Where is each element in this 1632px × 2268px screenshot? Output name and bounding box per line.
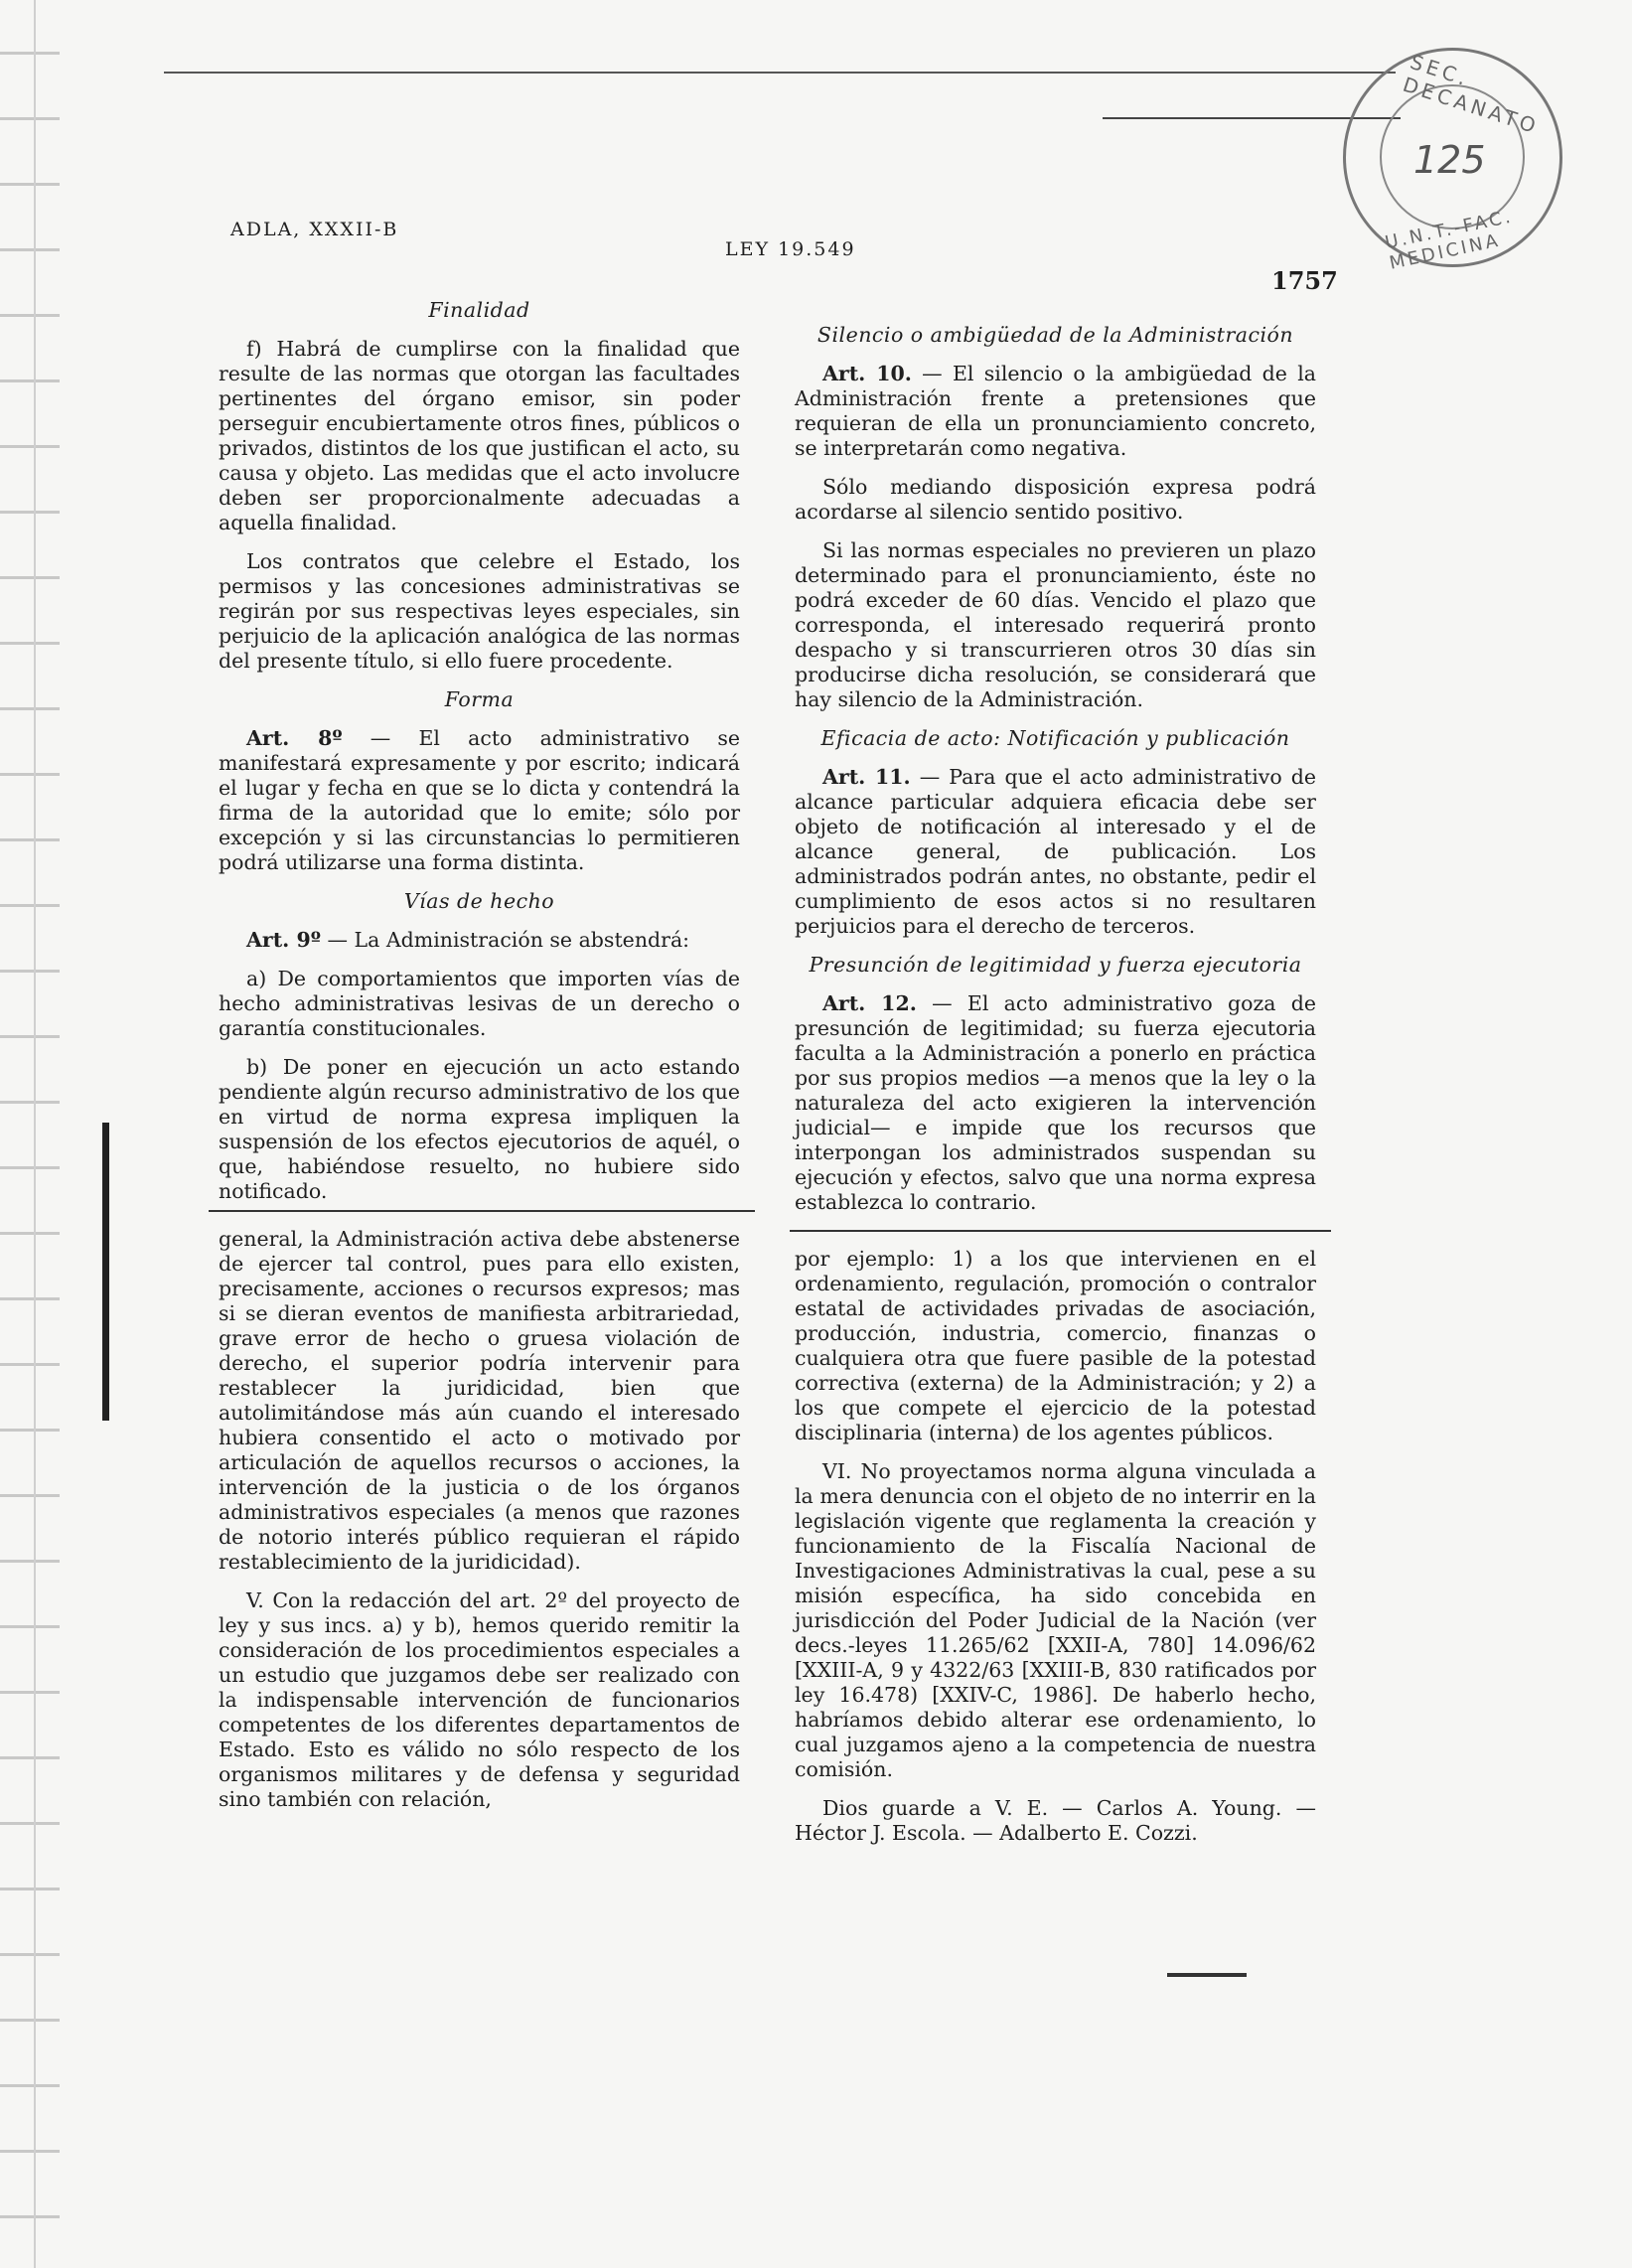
paragraph-finalidad: f) Habrá de cumplirse con la finalidad que resulte de las normas que otorgan las facultades pertinentes del órgano emisor, sin poder perseguir encubiertamente otros fines, públicos o privados, distintos de los que justifican el acto, su causa y objeto. Las medidas que el acto involucre deben ser proporcionalmente adecuadas a aquella finalidad. <box>219 337 740 534</box>
running-header-left: ADLA, XXXII-B <box>230 219 399 240</box>
running-header-center: LEY 19.549 <box>725 238 856 260</box>
stamp-top-text: SEC. DECANATO <box>1400 49 1543 139</box>
heading-eficacia: Eficacia de acto: Notificación y publicación <box>820 726 1290 750</box>
paragraph-section-v: V. Con la redacción del art. 2º del proyecto de ley y sus incs. a) y b), hemos querido remitir la consideración de los procedimientos especiales a un estudio que juzgamos debe ser realizado con la indispensable intervención de funcionarios competentes de los diferentes departamentos de Estado. Esto es válido no sólo respecto de los organismos militares y de defensa y seguridad sino también con relación, <box>219 1588 740 1811</box>
art8-label: Art. 8º <box>246 726 343 750</box>
end-mark <box>1167 1973 1247 1977</box>
art10-text: — El silencio o la ambigüedad de la Administración frente a pretensiones que requieran de ella un pronunciamiento concreto, se interpretarán como negativa. <box>795 362 1316 460</box>
heading-presuncion: Presunción de legitimidad y fuerza ejecutoria <box>809 953 1302 977</box>
top-rule <box>164 72 1396 74</box>
paragraph-contratos: Los contratos que celebre el Estado, los permisos y las concesiones administrativas se regirán por sus respectivas leyes especiales, sin perjuicio de la aplicación analógica de las normas del presente título, si ello fuere procedente. <box>219 549 740 673</box>
paragraph-art12 <box>795 991 1316 1215</box>
art12-label: Art. 12. <box>822 991 917 1015</box>
faculty-stamp <box>1343 48 1562 274</box>
margin-mark <box>102 1123 109 1421</box>
stamp-folio-number: 125 <box>1413 138 1486 182</box>
art11-text: — Para que el acto administrativo de alcance particular adquiera eficacia debe ser objeto de notificación al interesado y el de alcance general, de publicación. Los administrados podrán antes, no obstante, pedir el cumplimiento de esos actos si no resultaren perjuicios para el derecho de terceros. <box>795 765 1316 938</box>
paragraph-art8 <box>219 726 740 875</box>
left-column <box>219 298 740 1218</box>
stamp-bottom-text: U.N.T.-FAC. MEDICINA <box>1383 206 1516 274</box>
art9-label: Art. 9º <box>246 928 321 952</box>
art10-label: Art. 10. <box>822 362 912 385</box>
art12-text: — El acto administrativo goza de presunción de legitimidad; su fuerza ejecutoria faculta a la Administración a ponerlo en práctica por sus propios medios —a menos que la ley o la naturaleza del acto exigieren la intervención judicial— e impide que los recursos que interpongan los administrados suspendan su ejecución y efectos, salvo que una norma expresa establezca lo contrario. <box>795 991 1316 1214</box>
art11-label: Art. 11. <box>822 765 911 789</box>
heading-forma: Forma <box>444 687 515 711</box>
paragraph-signatures: Dios guarde a V. E. — Carlos A. Young. — Héctor J. Escola. — Adalberto E. Cozzi. <box>795 1796 1316 1845</box>
paragraph-art11 <box>795 765 1316 939</box>
section-divider-right <box>790 1230 1331 1232</box>
heading-silencio: Silencio o ambigüedad de la Administración <box>816 323 1294 347</box>
page-number: 1757 <box>1271 266 1338 295</box>
art8-text: — El acto administrativo se manifestará expresamente y por escrito; indicará el lugar y fecha en que se lo dicta y contendrá la firma de la autoridad que lo emite; sólo por excepción y si las circunstancias lo permitieren podrá utilizarse una forma distinta. <box>219 726 741 874</box>
paragraph-art9-b: b) De poner en ejecución un acto estando pendiente algún recurso administrativo de los que en virtud de norma expresa impliquen la suspensión de los efectos ejecutorios de aquél, o que, habiéndose resuelto, no hubiere sido notificado. <box>219 1055 740 1203</box>
paragraph-art9 <box>219 928 740 953</box>
section-divider-left <box>209 1210 755 1212</box>
paragraph-control-continuation: general, la Administración activa debe abstenerse de ejercer tal control, pues para ello existen, precisamente, acciones o recursos expresos; mas si se dieran eventos de manifiesta arbitrariedad, grave error de hecho o gruesa violación de derecho, el superior podría intervenir para restablecer la juridicidad, bien que autolimitándose más aún cuando el interesado hubiera consentido el acto o motivado por articulación de aquellos recursos o acciones, la intervención de la justicia o de los órganos administrativos especiales (a menos que razones de notorio interés público requieran el rápido restablecimiento de la juridicidad). <box>219 1227 740 1574</box>
art9-text: — La Administración se abstendrá: <box>320 928 690 952</box>
paragraph-section-vi: VI. No proyectamos norma alguna vinculada a la mera denuncia con el objeto de no interrir en la legislación vigente que reglamenta la creación y funcionamiento de la Fiscalía Nacional de Investigaciones Administrativas la cual, pese a su misión específica, ha sido concebida en jurisdicción del Poder Judicial de la Nación (ver decs.-leyes 11.265/62 [XXII-A, 780] 14.096/62 [XXIII-A, 9 y 4322/63 [XXIII-B, 830 ratificados por ley 16.478) [XXIV-C, 1986]. De haberlo hecho, habríamos debido alterar ese ordenamiento, lo cual juzgamos ajeno a la competencia de nuestra comisión. <box>795 1459 1316 1781</box>
binder-edge <box>34 0 36 2268</box>
heading-vias-de-hecho: Vías de hecho <box>403 889 555 913</box>
paragraph-art9-a: a) De comportamientos que importen vías de hecho administrativas lesivas de un derecho o garantía constitucionales. <box>219 967 740 1040</box>
bottom-left-column <box>219 1227 740 1826</box>
binder-holes <box>0 0 60 2268</box>
heading-finalidad: Finalidad <box>428 298 530 322</box>
paragraph-ejemplo-continuation: por ejemplo: 1) a los que intervienen en el ordenamiento, regulación, promoción o contralor estatal de actividades privadas de asociación, producción, industria, comercio, finanzas o cualquiera otra que fuere pasible de la potestad correctiva (externa) de la Administración; y 2) a los que compete el ejercicio de la potestad disciplinaria (interna) de los agentes públicos. <box>795 1247 1316 1444</box>
right-column <box>795 323 1316 1229</box>
paragraph-silencio-positivo: Sólo mediando disposición expresa podrá acordarse al silencio sentido positivo. <box>795 475 1316 524</box>
paragraph-plazo: Si las normas especiales no previeren un plazo determinado para el pronunciamiento, éste no podrá exceder de 60 días. Vencido el plazo que corresponda, el interesado requerirá pronto despacho y si transcurrieren otros 30 días sin producirse dicha resolución, se considerará que hay silencio de la Administración. <box>795 538 1316 711</box>
bottom-right-column <box>795 1247 1316 1860</box>
paragraph-art10 <box>795 362 1316 461</box>
